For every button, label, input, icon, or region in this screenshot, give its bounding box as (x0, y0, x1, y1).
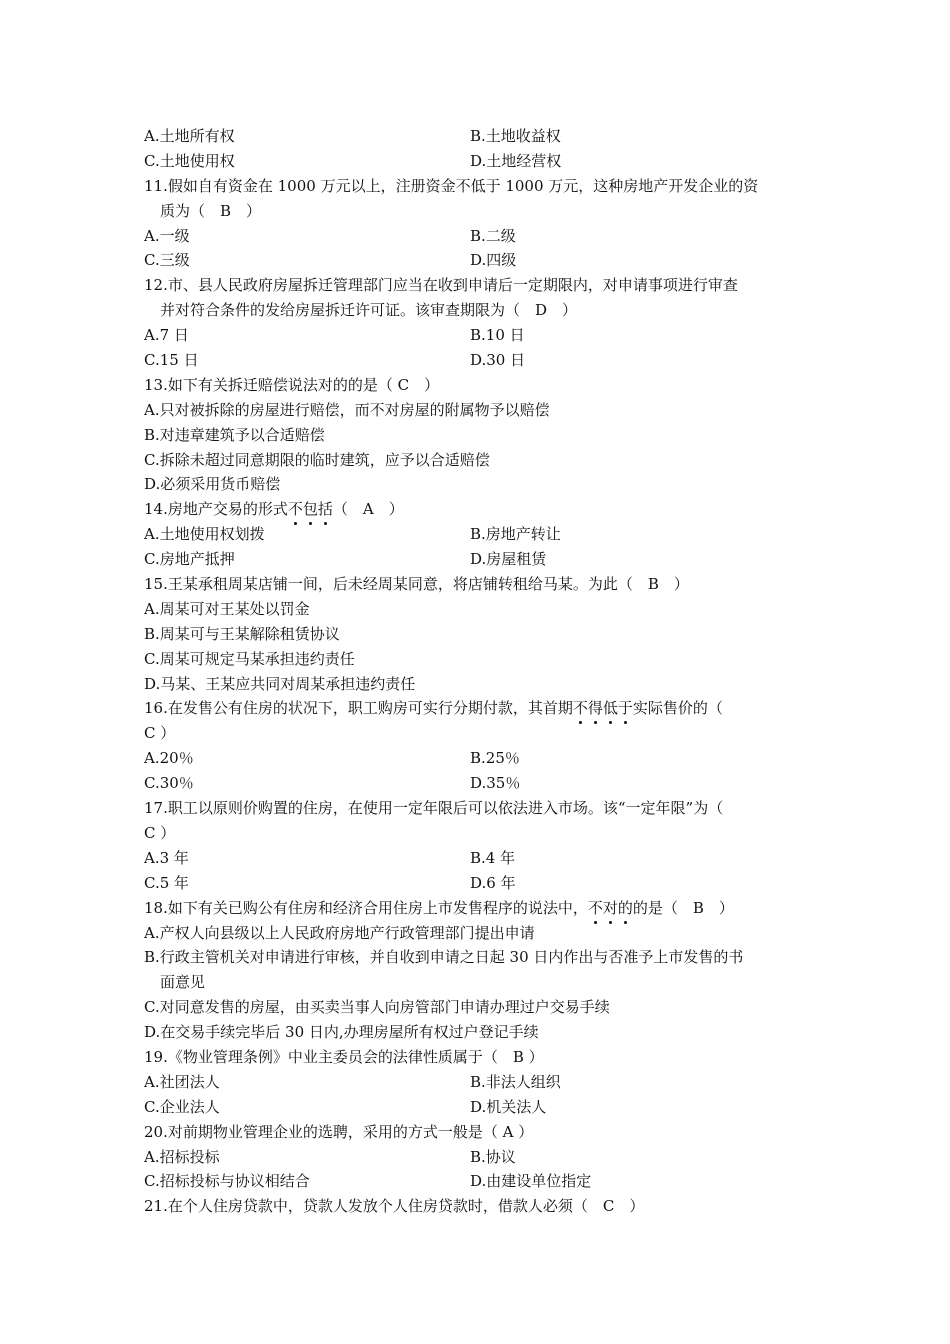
option-row (144, 1070, 812, 1095)
question-15: 15.王某承租周某店铺一间，后未经周某同意，将店铺转租给马某。为此（ B ） (144, 575, 689, 594)
question-14: 14.房地产交易的形式不包括（ A ） (144, 497, 812, 522)
question-12: 12.市、县人民政府房屋拆迁管理部门应当在收到申请后一定期限内，对申请事项进行审查 (144, 276, 738, 295)
option-a: A.周某可对王某处以罚金 (144, 599, 310, 618)
option-row (144, 248, 812, 273)
option-c: C.周某可规定马某承担违约责任 (144, 649, 355, 668)
emphasis-char: 括 (318, 497, 333, 522)
option-d: D.在交易手续完毕后 30 日内,办理房屋所有权过户登记手续 (144, 1023, 539, 1042)
option-row (144, 1095, 812, 1120)
question-21: 21.在个人住房贷款中，贷款人发放个人住房贷款时，借款人必须（ C ） (144, 1197, 645, 1216)
option-row (144, 224, 812, 249)
option-b: B.二级 (470, 226, 516, 245)
option-d: D.30 日 (470, 351, 526, 370)
question-19: 19.《物业管理条例》中业主委员会的法律性质属于（ B ） (144, 1047, 544, 1066)
option-d: D.马某、王某应共同对周某承担违约责任 (144, 674, 416, 693)
option-row (144, 1169, 812, 1194)
option-a: A.产权人向县级以上人民政府房地产行政管理部门提出申请 (144, 923, 535, 942)
option-c: C.5 年 (144, 873, 190, 892)
emphasis-char: 得 (588, 696, 603, 721)
emphasis-char: 低 (603, 696, 618, 721)
option-a: A.只对被拆除的房屋进行赔偿，而不对房屋的附属物予以赔偿 (144, 400, 550, 419)
option-a: A.土地使用权划拨 (144, 525, 265, 544)
option-c: C.对同意发售的房屋，由买卖当事人向房管部门申请办理过户交易手续 (144, 998, 610, 1017)
option-c: C.房地产抵押 (144, 550, 235, 569)
option-row (144, 149, 812, 174)
option-b: B.25％ (470, 749, 520, 768)
option-d: D.土地经营权 (470, 151, 562, 170)
option-a: A.20％ (144, 749, 194, 768)
emphasis-char: 的 (618, 896, 633, 921)
emphasis-char: 包 (303, 497, 318, 522)
option-row (144, 547, 812, 572)
option-b-continuation: 面意见 (160, 973, 206, 992)
option-row (144, 522, 812, 547)
option-row (144, 871, 812, 896)
option-b: B.房地产转让 (470, 525, 561, 544)
option-b: B.周某可与王某解除租赁协议 (144, 624, 340, 643)
question-13: 13.如下有关拆迁赔偿说法对的的是（ C ） (144, 375, 440, 394)
option-d: D.必须采用货币赔偿 (144, 475, 281, 494)
option-c: C.招标投标与协议相结合 (144, 1172, 310, 1191)
question-16-answer: C ） (144, 724, 176, 743)
option-d: D.35％ (470, 774, 521, 793)
emphasis-char: 于 (618, 696, 633, 721)
question-12-continuation: 并对符合条件的发给房屋拆迁许可证。该审查期限为（ D ） (160, 301, 578, 320)
question-16: 16.在发售公有住房的状况下，职工购房可实行分期付款，其首期不得低于实际售价的（ (144, 696, 812, 721)
question-text-block (144, 124, 812, 1219)
question-11: 11.假如自有资金在 1000 万元以上，注册资金不低于 1000 万元，这种房地产开发企业的资 (144, 176, 759, 195)
option-d: D.机关法人 (470, 1097, 547, 1116)
option-c: C.15 日 (144, 351, 199, 370)
option-d: D.6 年 (470, 873, 516, 892)
question-17-answer: C ） (144, 823, 176, 842)
option-row (144, 348, 812, 373)
question-20: 20.对前期物业管理企业的选聘，采用的方式一般是（ A ） (144, 1122, 534, 1141)
emphasis-char: 不 (573, 696, 588, 721)
option-row (144, 1145, 812, 1170)
option-d: D.由建设单位指定 (470, 1172, 592, 1191)
option-a: A.3 年 (144, 848, 189, 867)
option-c: C.土地使用权 (144, 151, 235, 170)
option-b: B.10 日 (470, 326, 525, 345)
option-c: C.企业法人 (144, 1097, 220, 1116)
option-a: A.招标投标 (144, 1147, 220, 1166)
option-c: C.30％ (144, 774, 194, 793)
option-row (144, 124, 812, 149)
option-a: A.社团法人 (144, 1072, 220, 1091)
option-b: B.行政主管机关对申请进行审核，并自收到申请之日起 30 日内作出与否准予上市发售的书 (144, 948, 744, 967)
question-18: 18.如下有关已购公有住房和经济合用住房上市发售程序的说法中，不对的的是（ B ） (144, 896, 812, 921)
option-row (144, 746, 812, 771)
emphasis-char: 不 (588, 896, 603, 921)
emphasis-char: 对 (603, 896, 618, 921)
question-11-continuation: 质为（ B ） (160, 201, 262, 220)
option-a: A.一级 (144, 226, 190, 245)
option-d: D.房屋租赁 (470, 550, 547, 569)
option-b: B.协议 (470, 1147, 516, 1166)
emphasis-char: 不 (288, 497, 303, 522)
option-c: C.三级 (144, 251, 190, 270)
option-b: B.非法人组织 (470, 1072, 561, 1091)
option-d: D.四级 (470, 251, 517, 270)
option-a: A.土地所有权 (144, 127, 235, 145)
option-row (144, 771, 812, 796)
option-c: C.拆除未超过同意期限的临时建筑，应予以合适赔偿 (144, 450, 490, 469)
option-row (144, 846, 812, 871)
option-b: B.土地收益权 (470, 127, 561, 145)
option-a: A.7 日 (144, 326, 189, 345)
option-b: B.4 年 (470, 848, 516, 867)
option-b: B.对违章建筑予以合适赔偿 (144, 425, 325, 444)
question-17: 17.职工以原则价购置的住房，在使用一定年限后可以依法进入市场。该“一定年限”为（ (144, 799, 724, 818)
option-row (144, 323, 812, 348)
